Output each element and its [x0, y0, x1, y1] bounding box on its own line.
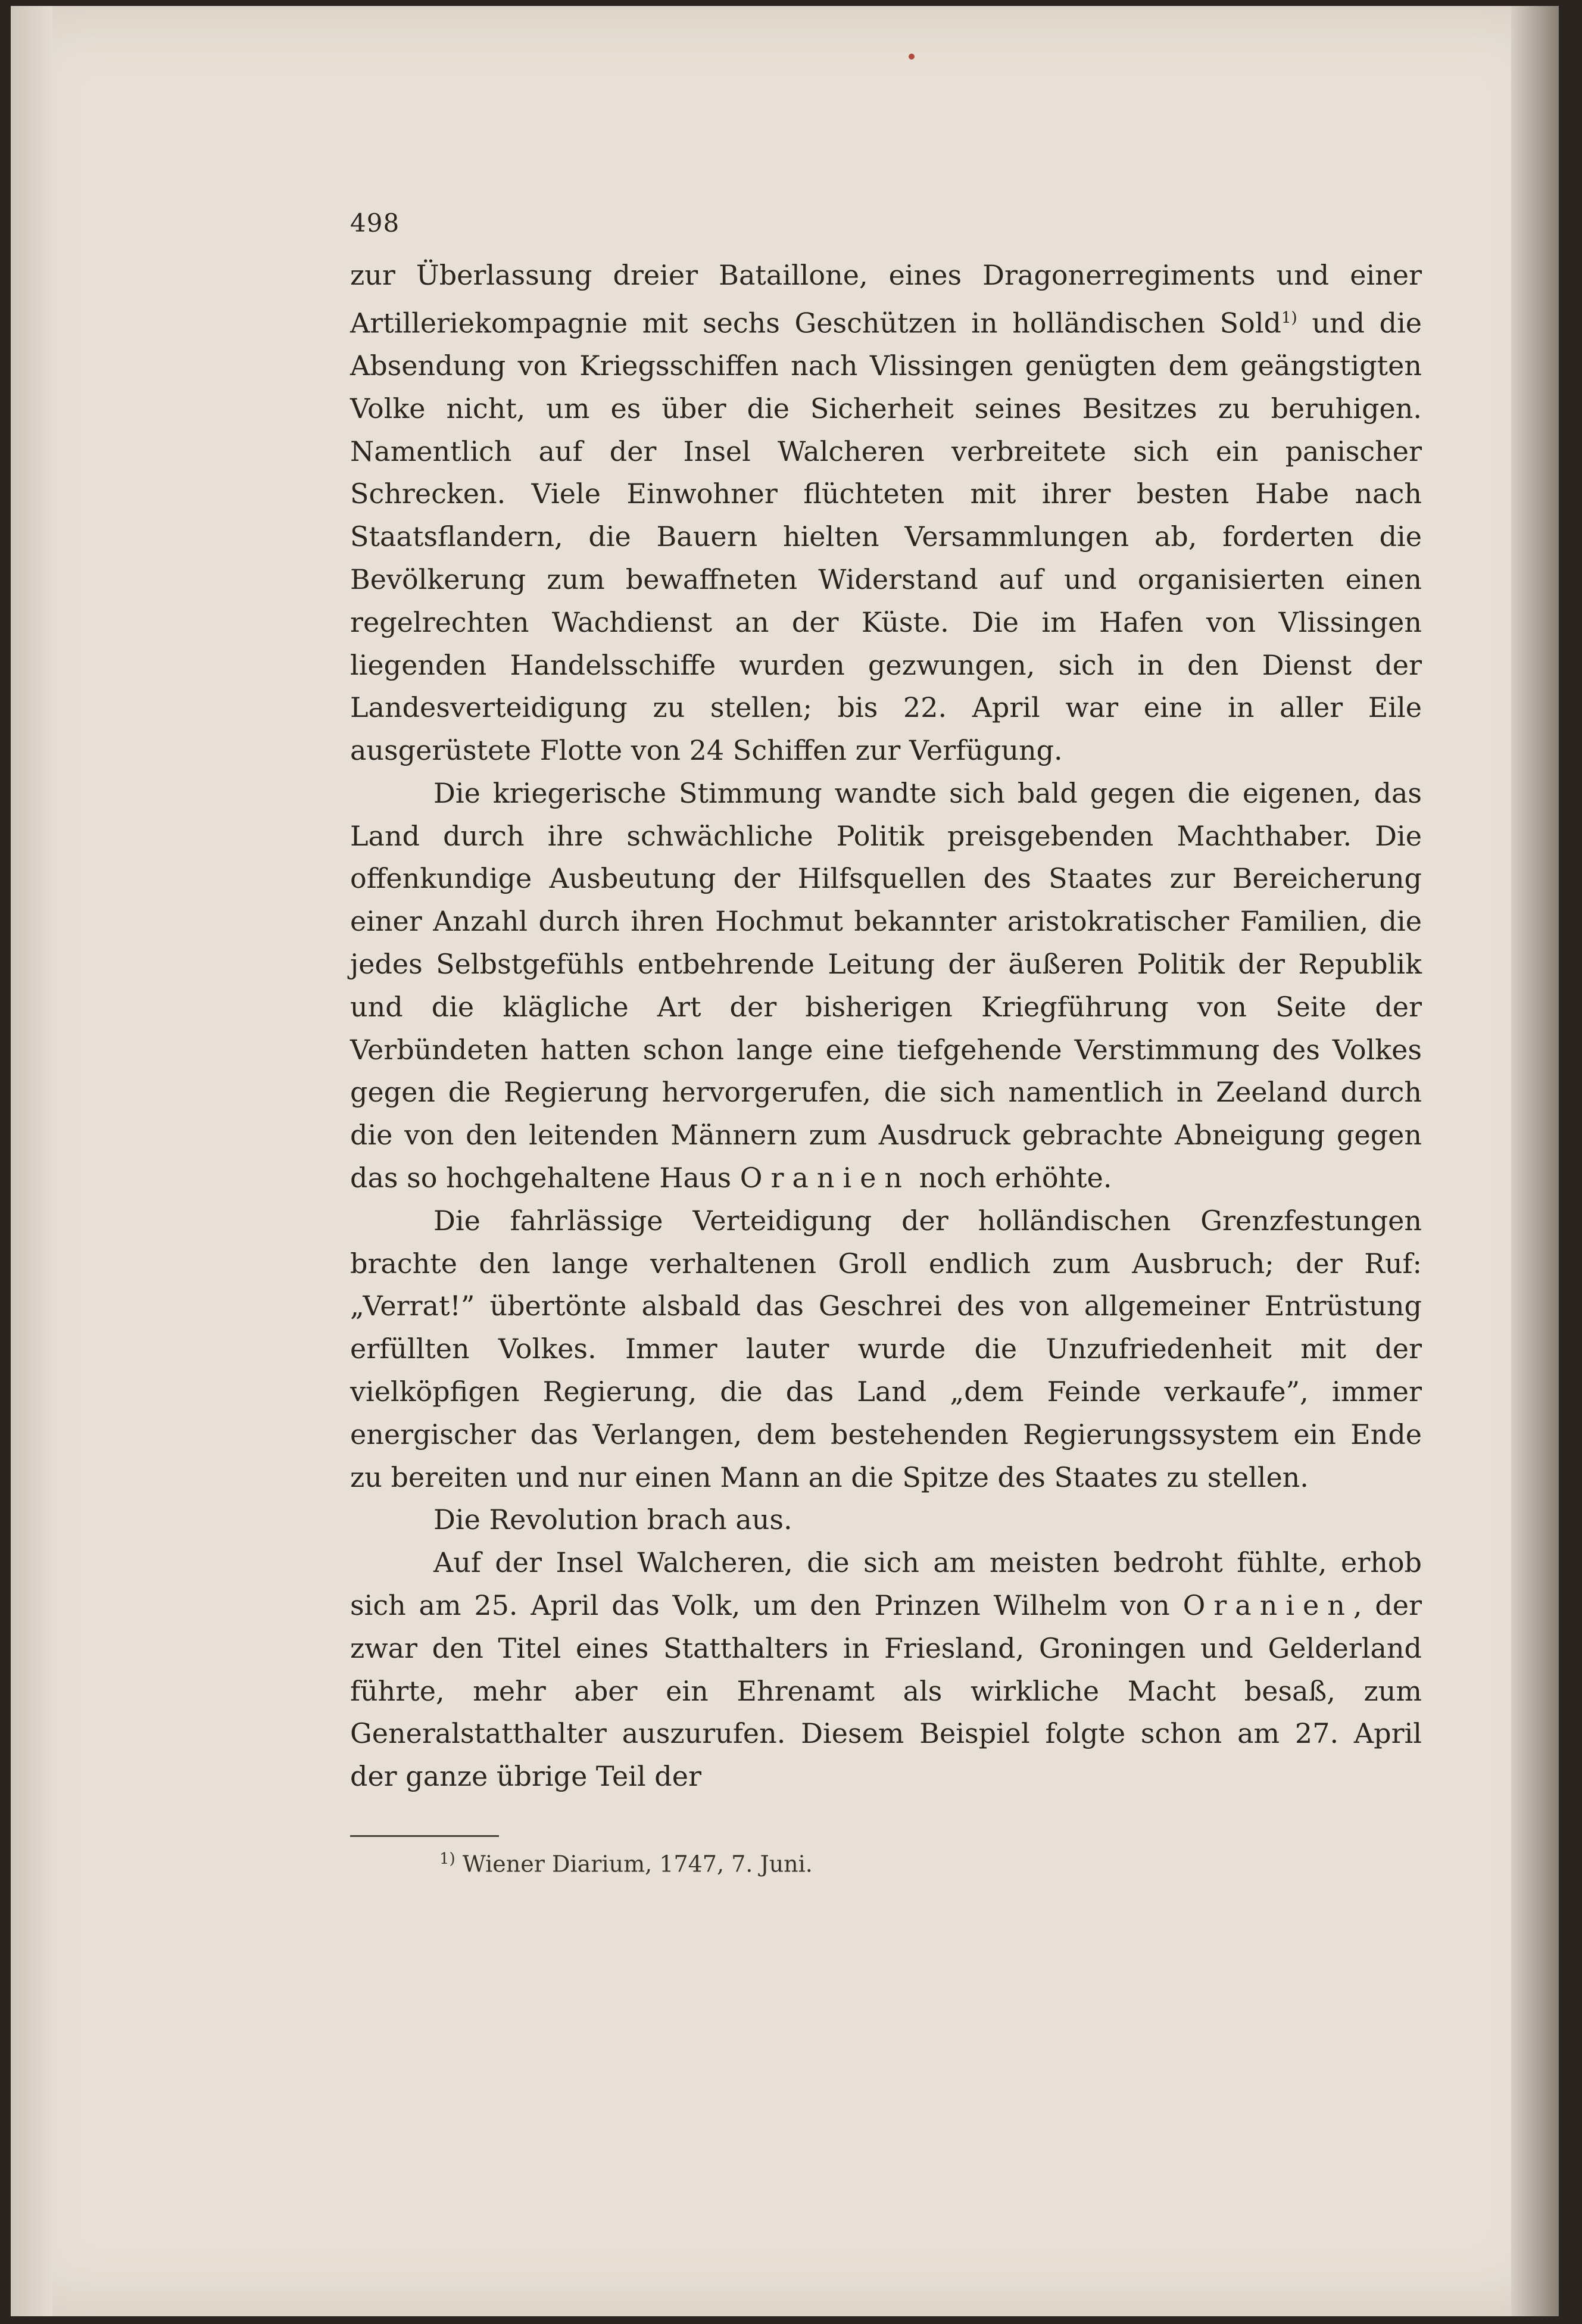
paragraph-1: zur Überlassung dreier Bataillone, eines Dragonerregiments und einer Artilleriekompagnie mit sechs Geschützen in holländischen Sold$^{1)}$ und die Absendung von Kriegsschiffen nach Vlissingen genügten dem geängstigten Volke nicht, um es über die Sicherheit seines Besitzes zu beruhigen. Namentlich auf der Insel Walcheren verbreitete sich ein panischer Schrecken. Viele Einwohner flüchteten mit ihrer besten Habe nach Staatsflandern, die Bauern hielten Versammlungen ab, forderten die Bevölkerung zum bewaffneten Widerstand auf und organisierten einen regelrechten Wachdienst an der Küste. Die im Hafen von Vlissingen liegenden Handelsschiffe wurden gezwungen, sich in den Dienst der Landesverteidigung zu stellen; bis 22. April war eine in aller Eile ausgerüstete Flotte von 24 Schiffen zur Verfügung. [350, 259, 1422, 767]
page-content [350, 208, 1422, 1877]
paragraph-3: Die fahrlässige Verteidigung der holländischen Grenzfestungen brachte den lange verhaltenen Groll endlich zum Ausbruch; der Ruf: „Verrat!” übertönte alsbald das Geschrei des von allgemeiner Entrüstung erfüllten Volkes. Immer lauter wurde die Unzufriedenheit mit der vielköpfigen Regierung, die das Land „dem Feinde verkaufe”, immer energischer das Verlangen, dem bestehenden Regierungssystem ein Ende zu bereiten und nur einen Mann an die Spitze des Staates zu stellen. [350, 1204, 1422, 1493]
page-number: 498 [350, 208, 400, 238]
page-edge-left [11, 6, 52, 2316]
book-page [11, 6, 1559, 2316]
footnote: $^{1)}$ Wiener Diarium, 1747, 7. Juni. [439, 1850, 813, 1877]
spaced-name: Oranien [1182, 1589, 1353, 1622]
page-edge-right [1511, 6, 1559, 2316]
spaced-name: Oranien [739, 1162, 911, 1194]
ink-stain [909, 54, 915, 60]
footnote-marker: 1) [1281, 308, 1297, 327]
paragraph-5: Auf der Insel Walcheren, die sich am meisten bedroht fühlte, erhob sich am 25. April das Volk, um den Prinzen Wilhelm von Oranien, der zwar den Titel eines Statthalters in Friesland, Groningen und Gelderland führte, mehr aber ein Ehrenamt als wirkliche Macht besaß, zum Generalstatthalter auszurufen. Diesem Beispiel folgte schon am 27. April der ganze übrige Teil der [350, 1546, 1422, 1793]
paragraph-4: Die Revolution brach aus. [433, 1503, 792, 1536]
paragraph-2: Die kriegerische Stimmung wandte sich bald gegen die eigenen, das Land durch ihre schwächliche Politik preisgebenden Machthaber. Die offenkundige Ausbeutung der Hilfsquellen des Staates zur Bereicherung einer Anzahl durch ihren Hochmut bekannter aristokratischer Familien, die jedes Selbstgefühls entbehrende Leitung der äußeren Politik der Republik und die klägliche Art der bisherigen Kriegführung von Seite der Verbündeten hatten schon lange eine tiefgehende Verstimmung des Volkes gegen die Regierung hervorgerufen, die sich namentlich in Zeeland durch die von den leitenden Männern zum Ausdruck gebrachte Abneigung gegen das so hochgehaltene Haus Oranien noch erhöhte. [350, 776, 1422, 1194]
footnote-marker: 1) [439, 1850, 455, 1868]
footnote-divider [350, 1835, 499, 1837]
